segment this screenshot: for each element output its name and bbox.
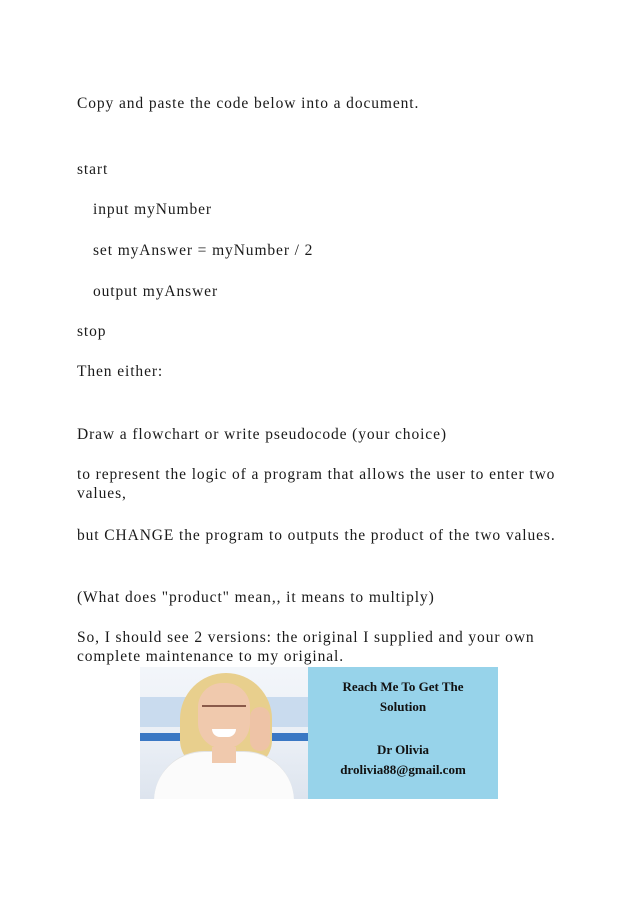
instruction-p3: but CHANGE the program to outputs the product of the two values. xyxy=(77,527,556,544)
code-line-set: set myAnswer = myNumber / 2 xyxy=(93,242,314,259)
code-start: start xyxy=(77,161,109,178)
code-line-input: input myNumber xyxy=(93,201,212,218)
code-stop: stop xyxy=(77,323,107,340)
instruction-p4: (What does "product" mean,, it means to multiply) xyxy=(77,589,435,606)
contact-banner xyxy=(140,667,498,799)
contact-email[interactable]: drolivia88@gmail.com xyxy=(340,762,466,777)
instruction-p2: to represent the logic of a program that allows the user to enter two values, xyxy=(77,466,556,502)
contact-heading-line1: Reach Me To Get The xyxy=(342,679,464,694)
contact-card xyxy=(308,667,498,799)
contact-heading-line2: Solution xyxy=(379,699,427,714)
then-text: Then either: xyxy=(77,363,164,380)
intro-text: Copy and paste the code below into a document. xyxy=(77,95,420,112)
code-line-output: output myAnswer xyxy=(93,283,219,300)
contact-name: Dr Olivia xyxy=(376,742,430,757)
woman-photo xyxy=(140,667,308,799)
instruction-p5: So, I should see 2 versions: the original I supplied and your own complete maintenance to my original. xyxy=(77,629,535,665)
instruction-p1: Draw a flowchart or write pseudocode (your choice) xyxy=(77,426,447,443)
glasses-icon xyxy=(202,705,246,717)
